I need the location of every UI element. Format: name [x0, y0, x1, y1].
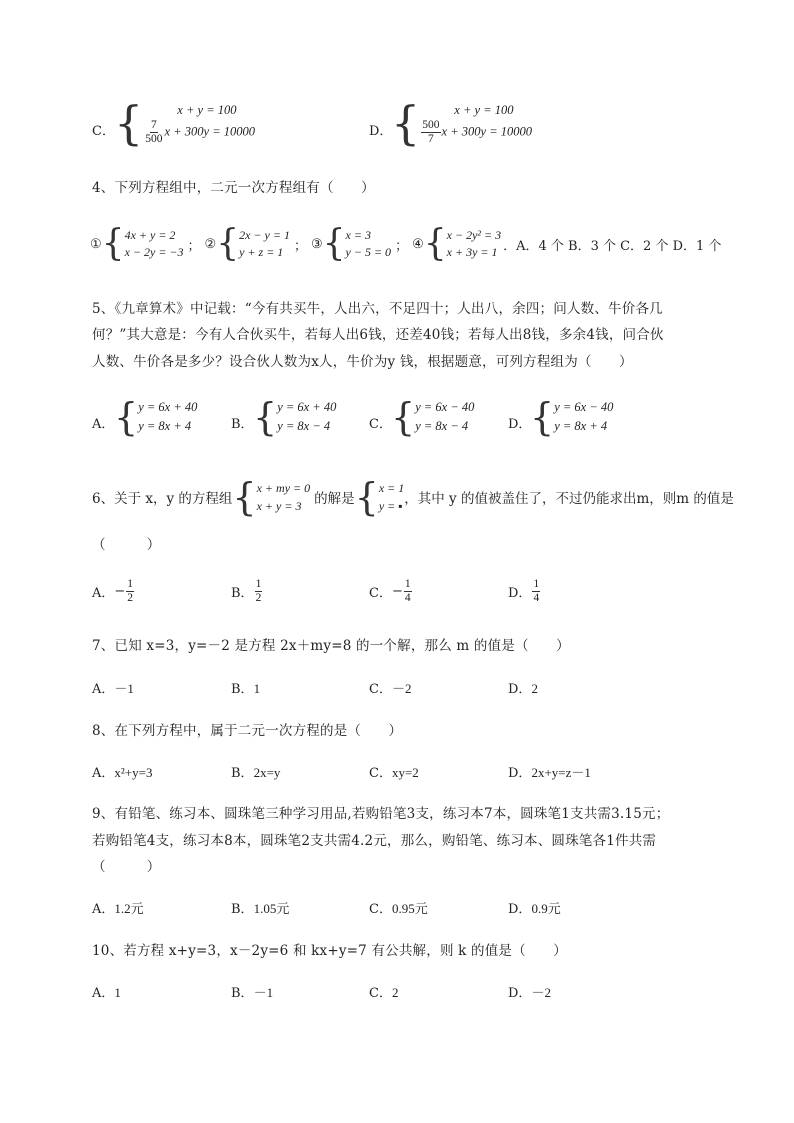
q10-option-text: 2 [391, 985, 399, 1000]
q7-option-text: 2 [531, 681, 538, 696]
q5-eq-a: y = 6x + 40 [138, 400, 198, 414]
q7-option-text: 1 [253, 681, 261, 696]
q6-option-label: D． [508, 586, 532, 601]
q8-option-b [231, 762, 280, 781]
q6-system-a: x + my = 0 [256, 481, 311, 495]
q6-option-sign: − [391, 584, 403, 599]
q4-sep-3: ； [395, 238, 409, 254]
q10-option-a [92, 982, 121, 1001]
q6-mid: 的解是 [314, 491, 355, 507]
q10-option-label: B． [231, 986, 254, 1001]
q6-answer-paren: （ ） [92, 537, 161, 553]
q9-option-label: A． [92, 902, 115, 917]
q5-line-1: 5、《九章算术》中记载：“今有共买牛，人出六，不足四十；人出八，余四；问人数、牛价各几 [92, 301, 663, 317]
q5-option-a-system: { y = 6x + 40 y = 8x + 4 [114, 395, 198, 439]
q8-stem: 8、在下列方程中，属于二元一次方程的是（ ） [92, 723, 403, 739]
q7-option-label: C． [369, 682, 392, 697]
q3-c-fraction: $\frac{7}{500}$ [145, 118, 163, 145]
q6-pre: 6、关于 x，y 的方程组 [92, 491, 233, 507]
q8-option-text: 2x+y=z－1 [531, 765, 591, 780]
q10-option-d [508, 982, 551, 1001]
q5-eq-a: y = 6x − 40 [554, 400, 614, 414]
q4-marker-2: ② [204, 236, 217, 252]
q4-marker-4: ④ [412, 236, 424, 252]
q6-option-fraction: $\frac{1}{4}$ [533, 578, 540, 604]
q9-option-d [508, 898, 561, 917]
q9-option-label: C． [369, 902, 392, 917]
q6-solution-a: x = 1 [378, 481, 405, 495]
q5-eq-b: y = 8x − 4 [415, 419, 469, 433]
q8-option-text: 2x=y [253, 765, 281, 780]
q7-option-label: B． [231, 682, 254, 697]
q5-option-d-system: { y = 6x − 40 y = 8x + 4 [530, 395, 614, 439]
q4-s1-b: x − 2y = −3 [124, 245, 184, 259]
q5-option-b-label: B． [231, 417, 254, 432]
q10-option-label: D． [508, 986, 532, 1001]
q10-option-text: －2 [531, 985, 551, 1000]
q3-d-fraction: $\frac{500}{7}$ [422, 118, 440, 145]
q8-option-label: A． [92, 766, 115, 781]
q4-stem: 4、下列方程组中，二元一次方程组有（ ） [92, 180, 375, 196]
q5-eq-b: y = 8x + 4 [138, 419, 192, 433]
q7-option-b [231, 678, 260, 697]
q4-s3-b: y − 5 = 0 [345, 245, 392, 259]
q6-option-fraction: $\frac{1}{4}$ [404, 578, 411, 604]
q7-stem: 7、已知 x=3，y=－2 是方程 2x＋my=8 的一个解，那么 m 的值是（ ） [92, 638, 570, 654]
q5-option-c-system: { y = 6x − 40 y = 8x − 4 [391, 395, 475, 439]
q10-option-c [369, 982, 398, 1001]
q9-option-text: 1.05元 [253, 901, 290, 916]
q8-option-c [369, 762, 419, 781]
q6-option-label: B． [231, 586, 254, 601]
q8-option-label: D． [508, 766, 532, 781]
q4-marker-1: ① [90, 236, 102, 252]
q4-s2-b: y + z = 1 [239, 245, 284, 259]
q8-option-d [508, 762, 591, 781]
q10-option-label: C． [369, 986, 392, 1001]
q6-solution-b: y = ▪ [378, 499, 403, 513]
q9-option-text: 0.95元 [391, 901, 428, 916]
q4-sep-1: ； [187, 238, 201, 254]
q4-s3-a: x = 3 [345, 228, 371, 242]
q4-systems-line: ① { 4x + y = 2 x − 2y = −3 ； ② { 2x − y = 1 y + z = 1 ； ③ { x = 3 y − 5 = 0 ； ④ { x − 2y² = 3 x + 3y = 1 ．A．4 个 B．3 个 C．2 个 D．1 个 [90, 223, 722, 264]
q10-option-label: A． [92, 986, 115, 1001]
q4-marker-3: ③ [310, 236, 323, 252]
q5-eq-a: y = 6x − 40 [415, 400, 475, 414]
q6-option-c [369, 578, 413, 605]
q9-line-1: 9、有铅笔、练习本、圆珠笔三种学习用品,若购铅笔3支，练习本7本，圆珠笔1支共需3.15元； [92, 806, 670, 822]
q7-option-a [92, 678, 134, 697]
q7-option-label: A． [92, 682, 115, 697]
q6-option-fraction: $\frac{1}{2}$ [127, 578, 134, 604]
q9-option-a [92, 898, 144, 917]
q6-option-b [231, 578, 263, 605]
q9-option-label: D． [508, 902, 532, 917]
q5-option-c-label: C． [369, 417, 392, 432]
q8-option-text: x²+y=3 [114, 765, 153, 780]
q6-post: ，其中 y 的值被盖住了，不过仍能求出m，则m 的值是 [404, 491, 734, 507]
q4-s2-a: 2x − y = 1 [239, 228, 290, 242]
q10-option-b [231, 982, 273, 1001]
q9-option-text: 1.2元 [114, 901, 144, 916]
q5-option-d-label: D． [508, 417, 532, 432]
q6-option-fraction: $\frac{1}{2}$ [255, 578, 262, 604]
q7-option-text: －2 [391, 681, 412, 696]
q7-option-text: －1 [114, 681, 134, 696]
q10-stem: 10、若方程 x+y=3，x－2y=6 和 kx+y=7 有公共解，则 k 的值是（ ） [92, 943, 567, 959]
q6-option-label: C． [369, 586, 392, 601]
q9-option-text: 0.9元 [531, 901, 561, 916]
q6-system-b: x + y = 3 [256, 499, 302, 513]
q9-answer-paren: （ ） [92, 859, 161, 875]
q10-option-text: 1 [114, 985, 121, 1000]
q4-s4-a: x − 2y² = 3 [446, 228, 502, 242]
q4-s1-a: 4x + y = 2 [124, 228, 176, 242]
q8-option-text: xy=2 [391, 765, 419, 780]
q5-eq-b: y = 8x − 4 [277, 419, 331, 433]
q7-option-d [508, 678, 538, 697]
q8-option-label: B． [231, 766, 254, 781]
q4-s4-b: x + 3y = 1 [446, 245, 498, 259]
q6-option-sign: − [114, 584, 126, 599]
q6-option-a [92, 578, 135, 605]
q9-option-b [231, 898, 289, 917]
q5-eq-b: y = 8x + 4 [554, 419, 608, 433]
q10-option-text: －1 [253, 985, 274, 1000]
q3-option-c-system: { x + y = 100 $\frac{7}{500}$ x + 300y = 10000 [114, 96, 255, 150]
q6-option-d [508, 578, 541, 605]
q3-option-d-label: D． [369, 124, 393, 139]
q5-eq-a: y = 6x + 40 [277, 400, 337, 414]
q3-c-eq2: x + 300y = 10000 [164, 123, 255, 138]
q3-c-eq1: x + y = 100 [177, 102, 237, 117]
q6-stem: 6、关于 x，y 的方程组 { x + my = 0 x + y = 3 的解是 { x = 1 y = ▪ ，其中 y 的值被盖住了，不过仍能求出m，则m 的值是 [92, 475, 734, 519]
q3-option-c-label: C． [92, 124, 115, 139]
q3-d-eq2: x + 300y = 10000 [441, 123, 532, 138]
q9-option-label: B． [231, 902, 254, 917]
q7-option-c [369, 678, 411, 697]
q6-option-label: A． [92, 586, 115, 601]
q4-tail-options: ．A．4 个 B．3 个 C．2 个 D．1 个 [503, 238, 722, 254]
q8-option-a [92, 762, 152, 781]
q5-option-a-label: A． [92, 417, 115, 432]
q4-sep-2: ； [293, 238, 307, 254]
q5-line-3: 人数、牛价各是多少？设合伙人数为x人，牛价为y 钱，根据题意，可列方程组为（ ） [92, 354, 633, 370]
q3-option-d-system: { x + y = 100 $\frac{500}{7}$ x + 300y = 10000 [391, 96, 532, 150]
q7-option-label: D． [508, 682, 532, 697]
q5-option-b-system: { y = 6x + 40 y = 8x − 4 [253, 395, 337, 439]
q5-line-2: 何？”其大意是：今有人合伙买牛，若每人出6钱，还差40钱；若每人出8钱，多余4钱，问合伙 [92, 327, 664, 343]
q3-d-eq1: x + y = 100 [454, 102, 514, 117]
q9-option-c [369, 898, 428, 917]
q9-line-2: 若购铅笔4支，练习本8本，圆珠笔2支共需4.2元，那么，购铅笔、练习本、圆珠笔各1件共需 [92, 833, 657, 849]
q8-option-label: C． [369, 766, 392, 781]
